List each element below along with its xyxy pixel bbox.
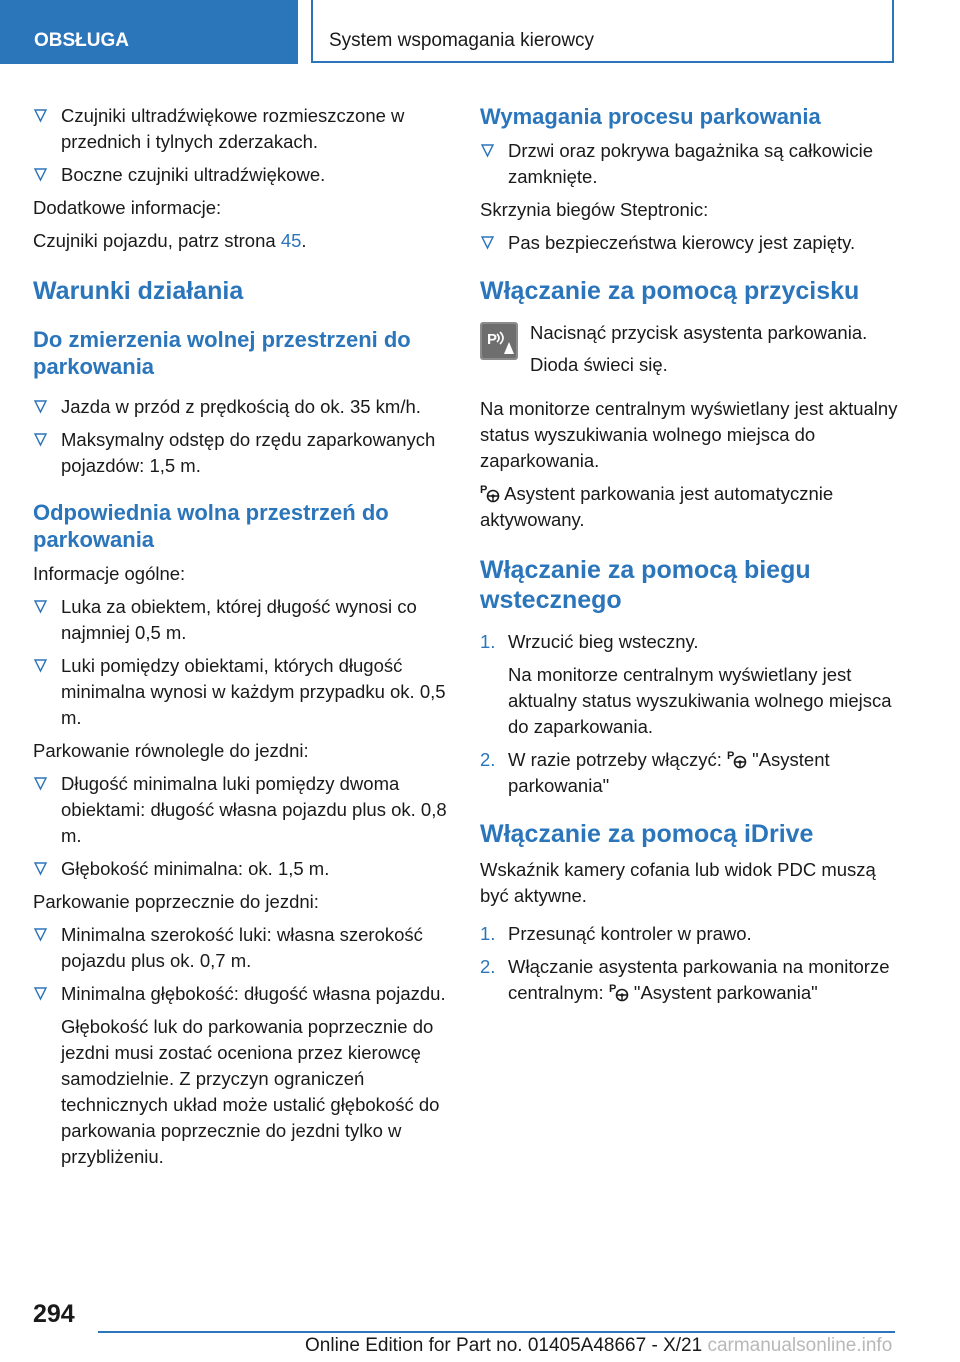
triangle-bullet-icon: [33, 166, 48, 184]
paragraph: Wskaźnik kamery cofania lub widok PDC muszą być aktywne.: [480, 859, 876, 906]
parking-assistant-button-icon: [480, 322, 518, 360]
triangle-bullet-icon: [33, 598, 48, 616]
list-item: [33, 771, 451, 849]
list-item-text: "Asystent parkowania": [508, 749, 830, 796]
paragraph-text: .: [301, 230, 307, 251]
heading-space: Odpowiednia wolna przestrzeń do parkowania: [33, 500, 389, 552]
triangle-bullet-icon: [33, 926, 48, 944]
heading-conditions: Warunki działania: [33, 277, 244, 305]
list-item-text: Minimalna szerokość luki: własna szerokość pojazdu plus ok. 0,7 m.: [61, 924, 423, 971]
list-item-text: Pas bezpieczeństwa kierowcy jest zapięty.: [508, 232, 856, 253]
triangle-bullet-icon: [480, 234, 495, 252]
paragraph-text: Asystent parkowania jest automatycznie aktywowany.: [480, 483, 834, 530]
item-number: 2.: [480, 749, 496, 770]
edition-text: Online Edition for Part no. 01405A48667 - X/21: [305, 1335, 703, 1356]
section-title: OBSŁUGA: [34, 30, 129, 51]
list-item-text: Luka za obiektem, której długość wynosi co najmniej 0,5 m.: [61, 596, 417, 643]
heading-measure: Do zmierzenia wolnej przestrzeni do parkowania: [33, 327, 411, 379]
list-item-text: Boczne czujniki ultradźwiękowe.: [61, 164, 326, 185]
parking-assistant-symbol-icon: [480, 482, 500, 504]
paragraph: Skrzynia biegów Steptronic:: [480, 199, 709, 220]
paragraph: [33, 228, 451, 254]
list-item: [480, 138, 900, 190]
list-item-text: Włączanie asystenta parkowania na monitorze centralnym:: [508, 956, 890, 1003]
triangle-bullet-icon: [33, 431, 48, 449]
list-item: [33, 394, 451, 420]
parking-assistant-symbol-icon: [609, 981, 629, 1003]
item-number: 2.: [480, 956, 496, 977]
left-column: [33, 103, 451, 1177]
svg-text:P: P: [726, 750, 735, 762]
list-item: [33, 103, 451, 155]
page-link[interactable]: 45: [280, 230, 302, 251]
triangle-bullet-icon: [33, 985, 48, 1003]
triangle-bullet-icon: [33, 657, 48, 675]
paragraph: Informacje ogólne:: [33, 563, 186, 584]
svg-text:P: P: [480, 484, 488, 496]
parking-assistant-symbol-icon: [727, 748, 747, 770]
triangle-bullet-icon: [33, 775, 48, 793]
list-item: [33, 653, 451, 731]
numbered-item: [480, 629, 900, 655]
list-item: [33, 981, 451, 1007]
numbered-item: [480, 954, 900, 1006]
chapter-title: System wspomagania kierowcy: [329, 30, 595, 51]
list-item-text: Wrzucić bieg wsteczny.: [508, 631, 699, 652]
paragraph: Dodatkowe informacje:: [33, 197, 222, 218]
footer-divider: [98, 1331, 895, 1333]
svg-text:P: P: [608, 983, 617, 995]
heading-requirements: Wymagania procesu parkowania: [480, 104, 821, 129]
triangle-bullet-icon: [480, 142, 495, 160]
paragraph: Parkowanie równolegle do jezdni:: [33, 740, 309, 761]
list-item-text: W razie potrzeby włączyć:: [508, 749, 727, 770]
list-item-text: Czujniki ultradźwiękowe rozmieszczone w przednich i tylnych zderzakach.: [61, 105, 405, 152]
triangle-bullet-icon: [33, 860, 48, 878]
list-item: [480, 230, 900, 256]
footer-edition: [305, 1335, 892, 1357]
list-item: [33, 856, 451, 882]
item-number: 1.: [480, 631, 496, 652]
heading-reverse: Włączanie za pomocą biegu wstecznego: [480, 556, 811, 614]
list-item-text: Maksymalny odstęp do rzędu zaparkowanych pojazdów: 1,5 m.: [61, 429, 436, 476]
numbered-item: [480, 921, 900, 947]
list-item: [33, 922, 451, 974]
list-item-note: Na monitorze centralnym wyświetlany jest aktualny status wyszukiwania wolnego miejsca do zaparkowania.: [508, 664, 892, 737]
list-item-text: Luki pomiędzy obiektami, których długość minimalna wynosi w każdym przypadku ok. 0,5 m.: [61, 655, 446, 728]
watermark-text: carmanualsonline.info: [707, 1335, 893, 1356]
list-item: [33, 162, 451, 188]
list-item-text: Długość minimalna luki pomiędzy dwoma obiektami: długość własna pojazdu plus ok. 0,8 m.: [61, 773, 447, 846]
heading-button: Włączanie za pomocą przycisku: [480, 277, 860, 305]
section-tab: [0, 0, 298, 64]
list-item-text: Minimalna głębokość: długość własna pojazdu.: [61, 983, 446, 1004]
triangle-bullet-icon: [33, 107, 48, 125]
button-instruction-line: Nacisnąć przycisk asystenta parkowania.: [530, 322, 868, 343]
right-column: [480, 103, 900, 1013]
heading-idrive: Włączanie za pomocą iDrive: [480, 820, 814, 848]
list-item-note: Głębokość luk do parkowania poprzecznie do jezdni musi zostać oceniona przez kierowcę samodzielnie. Z przyczyn ograniczeń technicznych układ może ustalić głębokość do parkowania poprzecznie do jezdni tylko w przybliżeniu.: [61, 1016, 440, 1167]
list-item-text: Drzwi oraz pokrywa bagażnika są całkowicie zamknięte.: [508, 140, 874, 187]
page-number: 294: [33, 1300, 75, 1328]
list-item-text: Przesunąć kontroler w prawo.: [508, 923, 752, 944]
list-item: [33, 594, 451, 646]
svg-text:P: P: [487, 331, 498, 348]
paragraph: [480, 481, 900, 533]
list-item: [33, 427, 451, 479]
button-instruction-line: Dioda świeci się.: [530, 354, 668, 375]
paragraph: Na monitorze centralnym wyświetlany jest aktualny status wyszukiwania wolnego miejsca do zaparkowania.: [480, 398, 898, 471]
paragraph-text: Czujniki pojazdu, patrz strona: [33, 230, 281, 251]
triangle-bullet-icon: [33, 398, 48, 416]
list-item-text: Głębokość minimalna: ok. 1,5 m.: [61, 858, 330, 879]
button-instruction: [480, 320, 900, 386]
paragraph: Parkowanie poprzecznie do jezdni:: [33, 891, 319, 912]
item-number: 1.: [480, 923, 496, 944]
numbered-item: [480, 747, 900, 799]
chapter-header: [311, 0, 894, 63]
list-item-text: Jazda w przód z prędkością do ok. 35 km/h.: [61, 396, 421, 417]
list-item-text: "Asystent parkowania": [628, 982, 818, 1003]
